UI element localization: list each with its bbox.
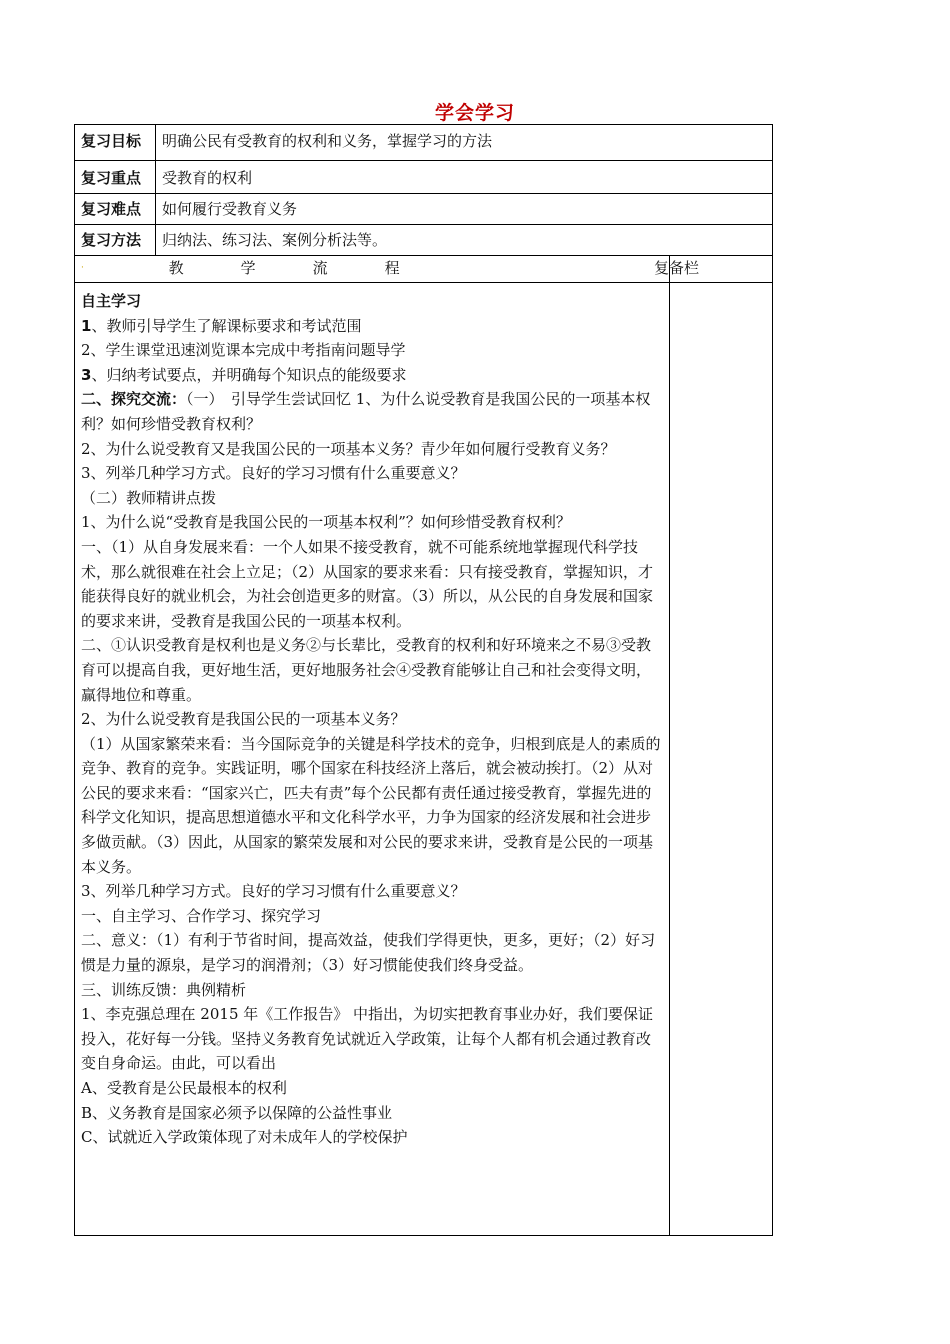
flow-title bbox=[169, 256, 457, 280]
option-c: C、试就近入学政策体现了对未成年人的学校保护 bbox=[81, 1128, 408, 1147]
step-3-text: 、归纳考试要点，并明确每个知识点的能级要求 bbox=[91, 365, 407, 384]
key-value: 受教育的权利 bbox=[156, 161, 773, 194]
key-label: 复习重点 bbox=[75, 161, 156, 194]
difficult-value: 如何履行受教育义务 bbox=[156, 194, 773, 225]
flow-char-3: 流 bbox=[312, 259, 328, 277]
mark-dot: · bbox=[81, 263, 84, 273]
question-2: 2、为什么说受教育又是我国公民的一项基本义务？青少年如何履行受教育义务？ bbox=[81, 439, 616, 458]
method-label: 复习方法 bbox=[75, 225, 156, 256]
explore-para bbox=[81, 387, 663, 436]
goal-label: 复习目标 bbox=[75, 125, 156, 161]
step-1-text: 、教师引导学生了解课标要求和考试范围 bbox=[91, 316, 362, 335]
difficult-label: 复习难点 bbox=[75, 194, 156, 225]
row-content bbox=[75, 283, 773, 1236]
side-notes-cell bbox=[670, 283, 773, 1236]
step-1 bbox=[81, 314, 663, 339]
answer-2-question: 2、为什么说受教育是我国公民的一项基本义务？ bbox=[81, 710, 406, 729]
answer-1-two: 二、①认识受教育是权利也是义务②与长辈比，受教育的权利和好环境来之不易③受教育可以提高自我，更好地生活，更好地服务社会④受教育能够让自己和社会变得文明，赢得地位和尊重。 bbox=[81, 636, 652, 704]
explore-text: （一） 引导学生尝试回忆 1、为什么说受教育是我国公民的一项基本权利？如何珍惜受教育权利？ bbox=[81, 390, 651, 433]
explore-label: 二、探究交流： bbox=[81, 390, 187, 409]
flow-char-1: 教 bbox=[168, 259, 184, 277]
side-header: 复备栏 bbox=[670, 256, 773, 283]
option-a: A、受教育是公民最根本的权利 bbox=[81, 1079, 287, 1097]
flow-char-2: 学 bbox=[240, 259, 256, 277]
section-2-title: （二）教师精讲点拨 bbox=[81, 488, 217, 507]
step-2: 2、学生课堂迅速浏览课本完成中考指南问题导学 bbox=[81, 341, 406, 360]
self-study-title: 自主学习 bbox=[81, 292, 142, 310]
row-key bbox=[75, 161, 773, 194]
section-3-title: 三、训练反馈：典例精析 bbox=[81, 980, 247, 999]
answer-2-text: （1）从国家繁荣来看：当今国际竞争的关键是科学技术的竞争，归根到底是人的素质的竞争、教育的竞争。实践证明，哪个国家在科技经济上落后，就会被动挨打。（2）从对公民的要求来看：“国家兴亡，匹夫有责”每个公民都有责任通过接受教育，掌握先进的科学文化知识，提高思想道德水平和文化科学水平，力争为国家的经济发展和社会进步多做贡献。（3）因此，从国家的繁荣发展和对公民的要求来讲，受教育是公民的一项基本义务。 bbox=[81, 734, 661, 876]
goal-value: 明确公民有受教育的权利和义务，掌握学习的方法 bbox=[156, 125, 773, 161]
method-value: 归纳法、练习法、案例分析法等。 bbox=[156, 225, 773, 256]
answer-3-one: 一、自主学习、合作学习、探究学习 bbox=[81, 906, 322, 925]
step-3-num: 3 bbox=[81, 365, 92, 384]
answer-3-question: 3、列举几种学习方式。良好的学习习惯有什么重要意义？ bbox=[81, 882, 466, 901]
row-difficult bbox=[75, 194, 773, 225]
answer-1-question: 1、为什么说“受教育是我国公民的一项基本权利”？如何珍惜受教育权利？ bbox=[81, 513, 571, 532]
step-3 bbox=[81, 363, 663, 388]
question-3: 3、列举几种学习方式。良好的学习习惯有什么重要意义？ bbox=[81, 464, 466, 483]
row-flow-header bbox=[75, 256, 773, 283]
row-goal bbox=[75, 125, 773, 161]
page-title: 学会学习 bbox=[434, 102, 515, 124]
answer-1-text: 一、（1）从自身发展来看：一个人如果不接受教育，就不可能系统地掌握现代科学技术，那么就很难在社会上立足；（2）从国家的要求来看：只有接受教育，掌握知识，才能获得良好的就业机会，为社会创造更多的财富。（3）所以，从公民的自身发展和国家的要求来讲，受教育是我国公民的一项基本权利。 bbox=[81, 537, 654, 630]
flow-header bbox=[75, 256, 670, 283]
exercise-1: 1、李克强总理在 2015 年《工作报告》 中指出，为切实把教育事业办好，我们要保证投入，花好每一分钱。坚持义务教育免试就近入学政策，让每个人都有机会通过教育改变自身命运。由此，可以看出 bbox=[81, 1005, 654, 1073]
content-cell bbox=[75, 283, 670, 1236]
flow-char-4: 程 bbox=[384, 259, 400, 277]
option-b: B、义务教育是国家必须予以保障的公益性事业 bbox=[81, 1103, 393, 1122]
row-method bbox=[75, 225, 773, 256]
answer-3-two: 二、意义：（1）有利于节省时间，提高效益，使我们学得更快，更多，更好；（2）好习惯是力量的源泉，是学习的润滑剂；（3）好习惯能使我们终身受益。 bbox=[81, 931, 656, 975]
lesson-table bbox=[74, 124, 773, 1236]
step-1-num: 1 bbox=[81, 316, 92, 335]
